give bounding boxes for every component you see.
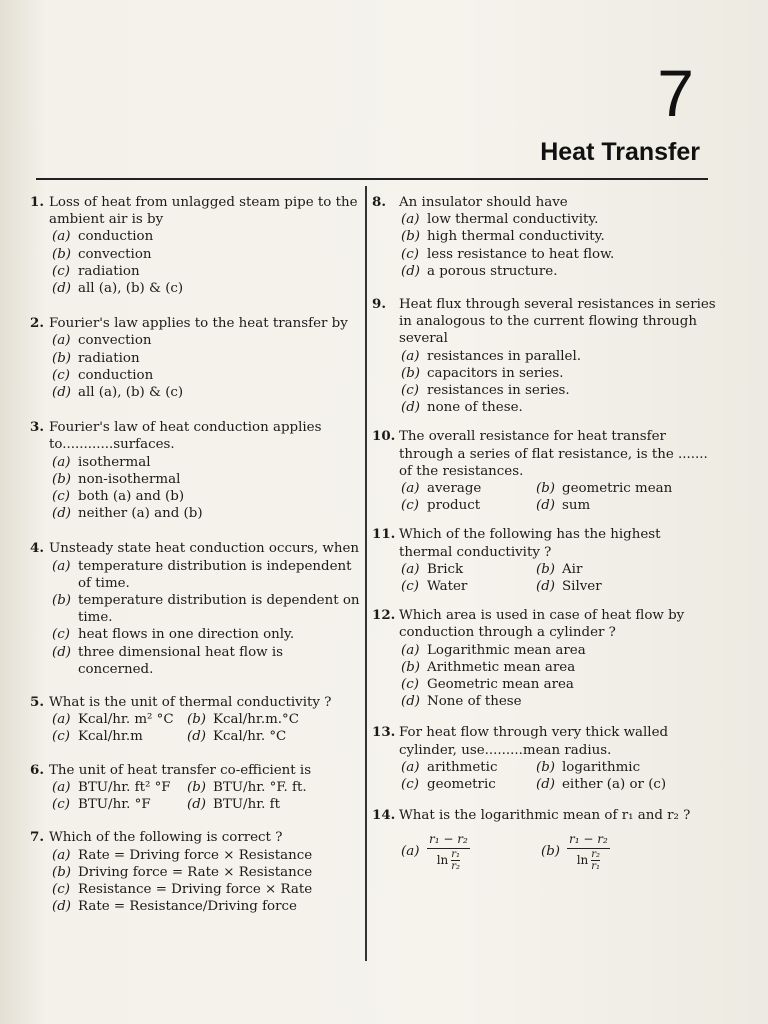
- option-tag: (d): [52, 385, 72, 401]
- option: [52, 558, 360, 592]
- question: [30, 829, 360, 915]
- option: [52, 796, 187, 813]
- option-text: Resistance = Driving force × Rate: [78, 881, 313, 897]
- option-text: BTU/hr. °F: [78, 797, 151, 813]
- option-row: [52, 796, 360, 813]
- question-number: 4.: [30, 540, 44, 557]
- option: [536, 759, 640, 776]
- option-tag: (a): [401, 843, 420, 859]
- option-list: [401, 348, 718, 417]
- header-rule: [36, 178, 708, 180]
- question-number: 5.: [30, 694, 44, 711]
- question: [372, 807, 718, 871]
- option-text: geometric: [427, 777, 496, 793]
- question: [30, 194, 360, 297]
- option-text: convection: [78, 246, 152, 262]
- option-tag: (d): [187, 729, 207, 745]
- option: [52, 711, 187, 728]
- option-text: product: [427, 498, 481, 514]
- question-number: 3.: [30, 419, 44, 436]
- formula-option: [401, 831, 541, 872]
- option-text: convection: [78, 333, 152, 349]
- question-line: [30, 194, 360, 228]
- question-text: The unit of heat transfer co-efficient is: [49, 762, 312, 778]
- option-tag: (c): [52, 881, 70, 897]
- option: [52, 505, 360, 522]
- option-tag: (a): [401, 642, 420, 658]
- option-tag: (b): [187, 712, 207, 728]
- question-text: Fourier's law of heat conduction applies to............surfaces.: [49, 420, 322, 453]
- option-grid: [401, 759, 718, 793]
- option-text: Brick: [427, 561, 464, 577]
- option: [52, 728, 187, 745]
- option-row: [401, 759, 718, 776]
- option-grid: [401, 561, 718, 595]
- option: [401, 759, 536, 776]
- option: [401, 246, 718, 263]
- option-tag: (a): [401, 759, 420, 775]
- option-text: BTU/hr. °F. ft.: [213, 779, 307, 795]
- question-text: For heat flow through very thick walled cylinder, use.........mean radius.: [399, 725, 669, 758]
- option-tag: (b): [536, 759, 556, 775]
- option-text: temperature distribution is independent of time.: [78, 558, 352, 591]
- option-text: resistances in parallel.: [427, 348, 582, 364]
- option-text: all (a), (b) & (c): [78, 385, 184, 401]
- option-text: low thermal conductivity.: [427, 212, 599, 228]
- option-tag: (b): [536, 561, 556, 577]
- option-text: Silver: [562, 579, 602, 595]
- option-row: [401, 776, 718, 793]
- option: [52, 847, 360, 864]
- option: [52, 779, 187, 796]
- question-text: Fourier's law applies to the heat transfer by: [49, 316, 348, 332]
- option-tag: (a): [401, 481, 420, 497]
- option-text: three dimensional heat flow is concerned.: [78, 644, 284, 677]
- option: [187, 796, 280, 813]
- log-mean-fraction: [427, 831, 470, 872]
- option-tag: (c): [401, 383, 419, 399]
- option-tag: (a): [52, 333, 71, 349]
- option-tag: (d): [401, 263, 421, 279]
- option: [52, 898, 360, 915]
- option-tag: (d): [401, 400, 421, 416]
- question-number: 2.: [30, 315, 44, 332]
- inner-numerator: r₁: [451, 848, 461, 860]
- option-text: temperature distribution is dependent on time.: [78, 593, 360, 626]
- option-text: radiation: [78, 350, 140, 366]
- option-tag: (c): [52, 627, 70, 643]
- chapter-number: 7: [657, 56, 694, 130]
- option-tag: (a): [401, 561, 420, 577]
- option: [401, 578, 536, 595]
- option-tag: (d): [52, 899, 72, 915]
- option-text: a porous structure.: [427, 263, 558, 279]
- question-text: Heat flux through several resistances in series in analogous to the current flowing through several: [399, 297, 716, 347]
- option-list: [52, 847, 360, 916]
- option: [52, 246, 360, 263]
- option-text: None of these: [427, 694, 522, 710]
- option-tag: (c): [401, 498, 419, 514]
- question-number: 13.: [372, 724, 396, 741]
- option-tag: (c): [52, 489, 70, 505]
- option: [401, 399, 718, 416]
- option-list: [52, 558, 360, 678]
- option-tag: (b): [401, 659, 421, 675]
- formula-options: [401, 831, 718, 872]
- option-text: less resistance to heat flow.: [427, 246, 615, 262]
- question: [372, 526, 718, 595]
- formula-option: [541, 831, 681, 872]
- question: [30, 419, 360, 522]
- option-tag: (b): [401, 365, 421, 381]
- option: [52, 626, 360, 643]
- question-line: [372, 526, 718, 560]
- log-mean-fraction: [567, 831, 610, 872]
- option-text: isothermal: [78, 454, 151, 470]
- option-text: Air: [562, 561, 583, 577]
- option-tag: (d): [536, 579, 556, 595]
- option-text: Water: [427, 579, 468, 595]
- question-number: 12.: [372, 607, 396, 624]
- question: [30, 315, 360, 401]
- option: [52, 332, 360, 349]
- option-tag: (c): [52, 263, 70, 279]
- question: [372, 724, 718, 793]
- option-tag: (b): [187, 779, 207, 795]
- column-divider: [365, 186, 367, 961]
- option: [401, 263, 718, 280]
- option-tag: (b): [52, 471, 72, 487]
- option: [536, 578, 602, 595]
- question-line: [372, 724, 718, 758]
- option: [401, 776, 536, 793]
- option-tag: (d): [52, 506, 72, 522]
- question-text: What is the unit of thermal conductivity ?: [49, 695, 332, 711]
- option-text: arithmetic: [427, 759, 498, 775]
- option: [401, 497, 536, 514]
- option-text: capacitors in series.: [427, 365, 564, 381]
- question-line: [30, 315, 360, 332]
- option-tag: (c): [52, 367, 70, 383]
- option-tag: (c): [52, 797, 70, 813]
- inner-denominator: r₁: [591, 860, 601, 872]
- option-text: BTU/hr. ft² °F: [78, 779, 171, 795]
- option-text: Kcal/hr. m² °C: [78, 712, 174, 728]
- option-text: Kcal/hr.m: [78, 729, 143, 745]
- option-text: both (a) and (b): [78, 489, 185, 505]
- question: [30, 540, 360, 678]
- option-tag: (a): [52, 229, 71, 245]
- question-number: 9.: [372, 296, 386, 313]
- option-tag: (d): [52, 644, 72, 660]
- question-text: Unsteady state heat conduction occurs, when: [49, 541, 360, 557]
- option: [52, 488, 360, 505]
- option: [52, 471, 360, 488]
- option: [52, 881, 360, 898]
- inner-fraction: [451, 849, 460, 872]
- option: [401, 211, 718, 228]
- option: [52, 644, 360, 678]
- option-text: logarithmic: [562, 759, 641, 775]
- question-line: [372, 807, 718, 824]
- question-text: The overall resistance for heat transfer through a series of flat resistance, is the ....... of the resistances.: [399, 429, 708, 479]
- option-grid: [52, 779, 360, 813]
- question-line: [30, 540, 360, 557]
- question-line: [372, 428, 718, 480]
- option-text: radiation: [78, 263, 140, 279]
- option: [536, 776, 666, 793]
- option-tag: (c): [52, 729, 70, 745]
- option-tag: (d): [187, 797, 207, 813]
- option-text: resistances in series.: [427, 383, 570, 399]
- option-tag: (c): [401, 579, 419, 595]
- option: [401, 642, 718, 659]
- option: [401, 693, 718, 710]
- question-number: 14.: [372, 807, 396, 824]
- chapter-title: Heat Transfer: [540, 138, 700, 166]
- option-tag: (c): [401, 677, 419, 693]
- option-row: [52, 728, 360, 745]
- option-grid: [52, 711, 360, 745]
- option-tag: (a): [401, 212, 420, 228]
- question-line: [30, 694, 360, 711]
- question-number: 11.: [372, 526, 396, 543]
- option-grid: [401, 480, 718, 514]
- option-tag: (b): [52, 864, 72, 880]
- option: [401, 561, 536, 578]
- option-tag: (b): [52, 350, 72, 366]
- option-tag: (d): [536, 777, 556, 793]
- option: [52, 280, 360, 297]
- option-tag: (a): [401, 348, 420, 364]
- question: [372, 296, 718, 416]
- question: [372, 194, 718, 280]
- question-text: Which of the following has the highest thermal conductivity ?: [399, 527, 661, 560]
- option-tag: (a): [52, 558, 71, 574]
- ln-label: ln: [576, 852, 589, 867]
- option-text: sum: [562, 498, 591, 514]
- right-column: [372, 194, 718, 872]
- question-text: Loss of heat from unlagged steam pipe to the ambient air is by: [49, 195, 358, 228]
- option: [52, 367, 360, 384]
- option-tag: (a): [52, 712, 71, 728]
- option-text: conduction: [78, 229, 154, 245]
- option-text: none of these.: [427, 400, 523, 416]
- question-number: 10.: [372, 428, 396, 445]
- option-tag: (c): [401, 246, 419, 262]
- question-text: An insulator should have: [399, 195, 568, 210]
- option-tag: (b): [52, 246, 72, 262]
- option-list: [52, 332, 360, 401]
- fraction-denominator: [577, 849, 600, 872]
- option-list: [401, 211, 718, 280]
- question: [372, 607, 718, 710]
- question: [30, 762, 360, 814]
- option-list: [52, 228, 360, 297]
- option: [536, 480, 672, 497]
- option-text: heat flows in one direction only.: [78, 627, 295, 643]
- option-text: geometric mean: [562, 481, 673, 497]
- option-text: Rate = Resistance/Driving force: [78, 899, 297, 915]
- left-column: [30, 194, 360, 915]
- option: [187, 728, 286, 745]
- inner-fraction: [591, 849, 600, 872]
- question-line: [372, 607, 718, 641]
- option-tag: (c): [401, 777, 419, 793]
- option-text: high thermal conductivity.: [427, 229, 605, 245]
- option-tag: (d): [536, 498, 556, 514]
- option: [401, 365, 718, 382]
- option: [187, 711, 299, 728]
- option: [52, 864, 360, 881]
- option: [401, 676, 718, 693]
- question-line: [30, 419, 360, 453]
- option-text: non-isothermal: [78, 471, 181, 487]
- inner-numerator: r₂: [591, 848, 601, 860]
- option-row: [52, 711, 360, 728]
- option: [536, 497, 590, 514]
- option-tag: (d): [401, 694, 421, 710]
- inner-denominator: r₂: [451, 860, 461, 872]
- option-text: all (a), (b) & (c): [78, 281, 184, 297]
- question-line: [30, 762, 360, 779]
- option-text: average: [427, 481, 482, 497]
- option-row: [401, 578, 718, 595]
- option: [401, 382, 718, 399]
- option-text: Driving force = Rate × Resistance: [78, 864, 313, 880]
- option: [401, 480, 536, 497]
- question-text: Which of the following is correct ?: [49, 830, 283, 846]
- option-row: [401, 561, 718, 578]
- question-text: Which area is used in case of heat flow by conduction through a cylinder ?: [399, 608, 685, 641]
- option: [52, 592, 360, 626]
- option-row: [401, 480, 718, 497]
- question: [372, 428, 718, 514]
- option-tag: (a): [52, 779, 71, 795]
- option-tag: (a): [52, 847, 71, 863]
- option: [401, 659, 718, 676]
- fraction-numerator: r₁ − r₂: [427, 831, 470, 849]
- option-text: either (a) or (c): [562, 777, 667, 793]
- option-text: Kcal/hr. °C: [213, 729, 287, 745]
- option-row: [401, 497, 718, 514]
- question-number: 7.: [30, 829, 44, 846]
- ln-label: ln: [436, 852, 449, 867]
- option-list: [52, 454, 360, 523]
- question: [30, 694, 360, 746]
- option: [52, 384, 360, 401]
- option-row: [52, 779, 360, 796]
- option-tag: (d): [52, 281, 72, 297]
- option-text: conduction: [78, 367, 154, 383]
- option: [52, 228, 360, 245]
- option-tag: (b): [52, 593, 72, 609]
- option-tag: (a): [52, 454, 71, 470]
- option: [52, 454, 360, 471]
- question-number: 6.: [30, 761, 44, 778]
- option-text: neither (a) and (b): [78, 506, 203, 522]
- question-line: [372, 296, 718, 348]
- fraction-numerator: r₁ − r₂: [567, 831, 610, 849]
- option: [52, 350, 360, 367]
- option: [401, 228, 718, 245]
- option: [52, 263, 360, 280]
- option-tag: (b): [536, 481, 556, 497]
- option-list: [401, 642, 718, 711]
- option: [536, 561, 582, 578]
- question-text: What is the logarithmic mean of r₁ and r₂ ?: [399, 808, 691, 824]
- question-number: 1.: [30, 194, 44, 210]
- option-tag: (b): [401, 229, 421, 245]
- option-text: Arithmetic mean area: [427, 659, 576, 675]
- fraction-denominator: [437, 849, 460, 872]
- question-line: [372, 194, 718, 211]
- option-text: Rate = Driving force × Resistance: [78, 847, 313, 863]
- option-tag: (b): [541, 843, 561, 859]
- question-line: [30, 829, 360, 846]
- option: [401, 348, 718, 365]
- option-text: Kcal/hr.m.°C: [213, 712, 299, 728]
- question-number: 8.: [372, 194, 386, 210]
- option-text: Logarithmic mean area: [427, 642, 586, 658]
- option-text: Geometric mean area: [427, 677, 574, 693]
- option-text: BTU/hr. ft: [213, 797, 280, 813]
- option: [187, 779, 307, 796]
